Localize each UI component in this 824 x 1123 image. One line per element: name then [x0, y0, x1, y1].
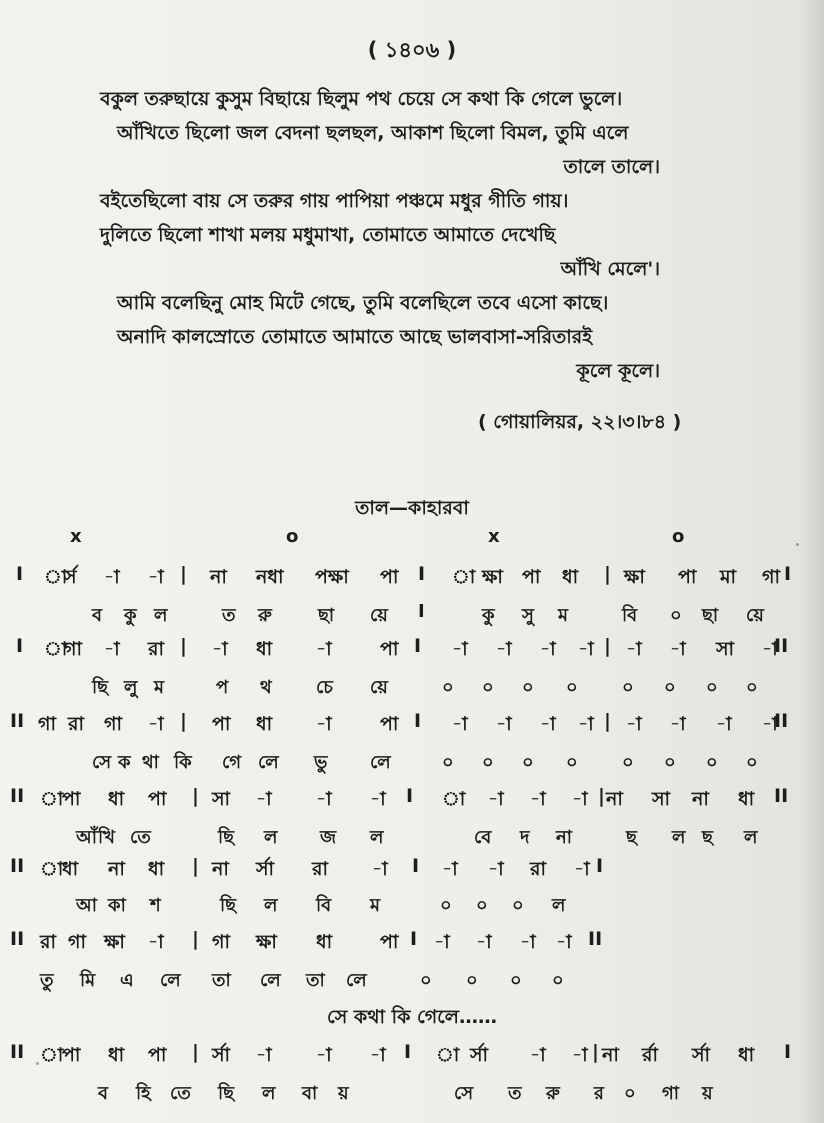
- lyric-syllable: বা: [302, 1083, 318, 1104]
- lyric-syllable: ল: [262, 1083, 276, 1104]
- lyric-syllable: ল: [552, 895, 566, 916]
- swara-note: ধা: [108, 788, 125, 810]
- bar-line: I: [784, 1041, 792, 1063]
- lyric-syllable: লে: [346, 970, 367, 991]
- lyric-syllable: ছি: [220, 895, 237, 916]
- bar-line: |: [192, 928, 199, 950]
- lyric-syllable: লে: [260, 970, 281, 991]
- swara-note: গা: [64, 638, 82, 660]
- bar-line: |: [604, 710, 611, 732]
- lyric-syllable: ০: [566, 752, 578, 773]
- lyric-syllable: ০: [482, 752, 494, 773]
- bar-line: I: [404, 1041, 412, 1063]
- bar-line: |: [604, 635, 611, 657]
- lyric-syllable: প: [216, 677, 229, 698]
- lyric-syllable: গা: [662, 1083, 680, 1104]
- lyric-syllable: ০: [552, 970, 564, 991]
- lyric-syllable: ০: [706, 677, 718, 698]
- lyric-syllable: বে: [474, 827, 492, 848]
- bar-line: II: [774, 635, 789, 657]
- swara-note: -া: [370, 788, 386, 810]
- swara-note: মা: [720, 566, 737, 588]
- swara-note: -া: [540, 713, 556, 735]
- swara-note: গা: [212, 931, 230, 953]
- poem-line: আঁখি মেলে'।: [560, 258, 660, 280]
- bar-line: I: [418, 563, 426, 585]
- lyric-syllable: ০: [420, 970, 432, 991]
- lyric-syllable: লু: [124, 677, 138, 698]
- swara-note: -া: [572, 1044, 588, 1066]
- swara-note: -া: [520, 931, 536, 953]
- lyric-syllable: য়: [702, 1083, 713, 1104]
- swara-note: রা: [148, 638, 164, 660]
- lyric-syllable: ০: [746, 752, 758, 773]
- lyric-syllable: ০: [440, 895, 452, 916]
- swara-note: পা: [380, 566, 399, 588]
- lyric-syllable: ০: [706, 752, 718, 773]
- lyric-syllable: কু: [124, 605, 137, 626]
- swara-note: না: [602, 1044, 619, 1066]
- swara-note: -া: [578, 713, 594, 735]
- poem-line: বকুল তরুছায়ে কুসুম বিছায়ে ছিলুম পথ চেয়ে সে কথা কি গেলে ভুলে।: [100, 88, 623, 110]
- lyric-syllable: সে: [454, 1083, 474, 1104]
- swara-note: -া: [104, 566, 120, 588]
- lyric-syllable: আ: [76, 895, 97, 916]
- bar-line: |: [592, 1041, 599, 1063]
- lyric-syllable: ব: [92, 605, 103, 626]
- swara-note: গা: [68, 931, 86, 953]
- swara-note: সা: [212, 788, 231, 810]
- bar-line: I: [16, 635, 24, 657]
- swara-note: না: [692, 788, 709, 810]
- swara-note: -া: [256, 788, 272, 810]
- lyric-syllable: ল: [264, 827, 278, 848]
- lyric-syllable: আঁ: [76, 827, 97, 848]
- lyric-syllable: ছি: [92, 677, 109, 698]
- swara-row: [0, 635, 824, 665]
- lyric-syllable: তু: [40, 970, 54, 991]
- poem-line: আঁখিতে ছিলো জল বেদনা ছলছল, আকাশ ছিলো বিমল, তুমি এলে: [117, 122, 629, 144]
- lyric-syllable: থা: [142, 752, 159, 773]
- section-label: সে কথা কি গেলে……: [327, 1006, 497, 1028]
- swara-note: গা: [104, 713, 122, 735]
- bar-line: |: [192, 855, 199, 877]
- lyric-syllable: ত: [222, 605, 236, 626]
- lyric-syllable: ম: [370, 895, 380, 916]
- bar-line: |: [192, 1041, 199, 1063]
- lyric-syllable: ছি: [218, 827, 235, 848]
- lyric-syllable: ০: [442, 752, 454, 773]
- lyric-syllable: গে: [222, 752, 242, 773]
- lyric-syllable: ০: [664, 752, 676, 773]
- swara-note: া: [44, 638, 68, 660]
- lyric-syllable: কি: [174, 752, 192, 773]
- swara-note: ধা: [738, 1044, 755, 1066]
- bar-line: II: [10, 855, 25, 877]
- swara-note: -া: [556, 931, 572, 953]
- lyric-syllable: য়ে: [746, 605, 764, 626]
- swara-note: -া: [488, 858, 504, 880]
- swara-note: া: [40, 788, 64, 810]
- swara-note: পা: [148, 788, 167, 810]
- swara-note: পক্ষা: [315, 566, 349, 588]
- swara-note: না: [210, 566, 227, 588]
- swara-note: রা: [312, 858, 328, 880]
- poem-line: কূলে কূলে।: [576, 360, 660, 382]
- lyric-syllable: খি: [98, 827, 115, 848]
- bar-line: II: [10, 1041, 25, 1063]
- swara-note: া: [452, 566, 476, 588]
- swara-note: না: [108, 858, 125, 880]
- lyric-row: [0, 673, 824, 703]
- swara-note: নধা: [256, 566, 284, 588]
- swara-note: া: [44, 566, 68, 588]
- lyric-syllable: ০: [746, 677, 758, 698]
- lyric-syllable: ০: [522, 677, 534, 698]
- lyric-syllable: র: [594, 1083, 604, 1104]
- swara-note: ক্ষা: [104, 931, 125, 953]
- bar-line: |: [598, 785, 605, 807]
- lyric-syllable: লে: [160, 970, 181, 991]
- swara-note: া: [40, 858, 64, 880]
- swara-note: গা: [762, 566, 780, 588]
- lyric-syllable: কু: [482, 605, 495, 626]
- swara-note: -া: [316, 788, 332, 810]
- lyric-syllable: ল: [744, 827, 758, 848]
- lyric-syllable: দ: [520, 827, 530, 848]
- swara-note: ধা: [62, 858, 79, 880]
- bar-line: I: [410, 928, 418, 950]
- lyric-syllable: ০: [522, 752, 534, 773]
- lyric-syllable: ছ: [702, 827, 713, 848]
- swara-note: ধা: [256, 713, 273, 735]
- swara-row: [0, 928, 824, 958]
- lyric-syllable: ০: [476, 895, 488, 916]
- lyric-syllable: য়ে: [370, 605, 388, 626]
- bar-line: |: [180, 563, 187, 585]
- swara-note: রা: [68, 713, 84, 735]
- swara-note: না: [606, 788, 623, 810]
- swara-note: -া: [442, 858, 458, 880]
- swara-note: -া: [372, 858, 388, 880]
- bar-line: I: [418, 601, 425, 622]
- lyric-syllable: ০: [566, 677, 578, 698]
- lyric-syllable: ক: [118, 752, 131, 773]
- swara-note: ক্ষা: [624, 566, 645, 588]
- swara-note: ধা: [316, 931, 333, 953]
- lyric-syllable: ০: [622, 752, 634, 773]
- lyric-syllable: ল: [154, 605, 168, 626]
- lyric-syllable: ব: [98, 1083, 109, 1104]
- lyric-syllable: ০: [512, 895, 524, 916]
- lyric-syllable: ত: [508, 1083, 522, 1104]
- swara-note: -া: [626, 638, 642, 660]
- swara-note: পা: [380, 638, 399, 660]
- swara-note: -া: [530, 1044, 546, 1066]
- swara-row: [0, 710, 824, 740]
- bar-line: I: [784, 563, 792, 585]
- scan-speck: [796, 543, 799, 546]
- swara-note: -া: [626, 713, 642, 735]
- swara-note: ধা: [562, 566, 579, 588]
- lyric-row: [0, 823, 824, 853]
- lyric-syllable: ম: [154, 677, 164, 698]
- swara-note: রা: [530, 858, 546, 880]
- swara-note: র্সা: [470, 1044, 489, 1066]
- swara-row: [0, 855, 824, 885]
- swara-note: -া: [370, 1044, 386, 1066]
- lyric-syllable: ০: [442, 677, 454, 698]
- swara-note: পা: [380, 713, 399, 735]
- swara-note: -া: [148, 931, 164, 953]
- swara-note: -া: [670, 638, 686, 660]
- swara-note: -া: [670, 713, 686, 735]
- tala-mark: o: [286, 526, 299, 547]
- swara-note: পা: [148, 1044, 167, 1066]
- swara-note: -া: [540, 638, 556, 660]
- lyric-syllable: রু: [546, 1083, 560, 1104]
- bar-line: II: [10, 710, 25, 732]
- swara-note: ধা: [256, 638, 273, 660]
- bar-line: I: [16, 563, 24, 585]
- lyric-syllable: জ: [320, 827, 337, 848]
- swara-note: ক্ষা: [256, 931, 277, 953]
- swara-note: -া: [574, 858, 590, 880]
- lyric-syllable: হি: [136, 1083, 151, 1104]
- bar-line: II: [10, 785, 25, 807]
- scan-speck: [36, 1062, 39, 1065]
- poem-line: তালে তালে।: [563, 156, 660, 178]
- swara-note: সা: [652, 788, 671, 810]
- lyric-syllable: ০: [482, 677, 494, 698]
- lyric-syllable: লে: [258, 752, 279, 773]
- swara-note: া: [436, 1044, 460, 1066]
- swara-note: ধা: [738, 788, 755, 810]
- lyric-syllable: থ: [260, 677, 272, 698]
- tala-mark: x: [70, 526, 82, 547]
- swara-note: া: [40, 1044, 64, 1066]
- swara-note: -া: [530, 788, 546, 810]
- swara-note: পা: [522, 566, 541, 588]
- tala-mark: x: [488, 526, 500, 547]
- lyric-syllable: ০: [624, 1083, 636, 1104]
- lyric-row: [0, 966, 824, 996]
- page-number: ( ১৪০৬ ): [367, 38, 457, 62]
- bar-line: |: [180, 710, 187, 732]
- swara-note: -া: [762, 638, 778, 660]
- swara-note: -া: [496, 638, 512, 660]
- lyric-syllable: এ: [120, 970, 134, 991]
- lyric-syllable: তে: [130, 827, 151, 848]
- swara-note: র্সা: [256, 858, 275, 880]
- swara-note: -া: [148, 566, 164, 588]
- lyric-row: [0, 601, 824, 631]
- swara-note: সা: [716, 638, 735, 660]
- lyric-syllable: ০: [510, 970, 522, 991]
- lyric-syllable: ল: [672, 827, 686, 848]
- tala-mark: o: [672, 526, 685, 547]
- bar-line: I: [596, 855, 604, 877]
- bar-line: I: [406, 785, 414, 807]
- lyric-row: [0, 891, 824, 921]
- swara-note: র্স: [64, 566, 77, 588]
- lyric-syllable: ভু: [314, 752, 328, 773]
- lyric-syllable: সু: [522, 605, 534, 626]
- lyric-syllable: ম: [558, 605, 568, 626]
- bar-line: II: [774, 785, 789, 807]
- swara-note: -া: [762, 713, 778, 735]
- poem-line: বইতেছিলো বায় সে তরুর গায় পাপিয়া পঞ্চমে মধুর গীতি গায়।: [100, 190, 569, 212]
- lyric-syllable: না: [556, 827, 572, 848]
- poem-source: ( গোয়ালিয়র, ২২।৩।৮৪ ): [478, 411, 682, 433]
- swara-note: -া: [716, 713, 732, 735]
- lyric-syllable: শ: [150, 895, 161, 916]
- swara-note: -া: [572, 788, 588, 810]
- bar-line: |: [180, 635, 187, 657]
- lyric-syllable: বি: [622, 605, 638, 626]
- bar-line: |: [192, 785, 199, 807]
- lyric-syllable: তে: [170, 1083, 191, 1104]
- swara-note: র্সা: [692, 1044, 711, 1066]
- lyric-syllable: চে: [316, 677, 334, 698]
- swara-note: পা: [62, 788, 81, 810]
- swara-row: [0, 563, 824, 593]
- swara-note: ধা: [148, 858, 165, 880]
- swara-note: -া: [488, 788, 504, 810]
- lyric-syllable: য়ে: [370, 677, 388, 698]
- lyric-syllable: ০: [670, 605, 682, 626]
- lyric-syllable: কা: [108, 895, 126, 916]
- lyric-syllable: রু: [258, 605, 272, 626]
- lyric-syllable: ছ: [626, 827, 637, 848]
- lyric-syllable: তা: [306, 970, 325, 991]
- swara-row: [0, 785, 824, 815]
- swara-note: -া: [452, 713, 468, 735]
- swara-note: -া: [256, 1044, 272, 1066]
- lyric-syllable: ল: [370, 827, 384, 848]
- swara-note: ক্ষা: [482, 566, 503, 588]
- bar-line: I: [412, 855, 420, 877]
- tala-title: তাল—কাহারবা: [355, 497, 469, 519]
- lyric-syllable: ছা: [318, 605, 335, 626]
- swara-note: -া: [496, 713, 512, 735]
- bar-line: II: [774, 710, 789, 732]
- swara-note: র্রা: [642, 1044, 658, 1066]
- swara-note: -া: [212, 638, 228, 660]
- lyric-row: [0, 1079, 824, 1109]
- swara-note: -া: [578, 638, 594, 660]
- poem-line: আমি বলেছিনু মোহ মিটে গেছে, তুমি বলেছিলে তবে এসো কাছে।: [117, 292, 609, 314]
- swara-note: -া: [316, 713, 332, 735]
- bar-line: I: [414, 635, 422, 657]
- swara-note: পা: [62, 1044, 81, 1066]
- swara-note: গা: [38, 713, 56, 735]
- lyric-syllable: য়: [338, 1083, 349, 1104]
- lyric-syllable: তা: [212, 970, 231, 991]
- swara-note: রা: [40, 931, 56, 953]
- bar-line: II: [10, 928, 25, 950]
- lyric-syllable: ছি: [218, 1083, 235, 1104]
- lyric-syllable: বি: [316, 895, 332, 916]
- bar-line: II: [588, 928, 603, 950]
- swara-note: -া: [316, 638, 332, 660]
- lyric-syllable: ০: [466, 970, 478, 991]
- swara-note: া: [442, 788, 466, 810]
- bar-line: |: [604, 563, 611, 585]
- swara-note: পা: [380, 931, 399, 953]
- swara-note: ধা: [108, 1044, 125, 1066]
- swara-note: না: [212, 858, 229, 880]
- swara-note: -া: [452, 638, 468, 660]
- swara-note: -া: [148, 713, 164, 735]
- lyric-syllable: ০: [664, 677, 676, 698]
- swara-note: -া: [476, 931, 492, 953]
- lyric-syllable: সে: [92, 752, 112, 773]
- poem-line: অনাদি কালস্রোতে তোমাতে আমাতে আছে ভালবাসা-সরিতারই: [117, 326, 593, 348]
- lyric-syllable: ০: [622, 677, 634, 698]
- swara-note: -া: [104, 638, 120, 660]
- swara-row: [0, 1041, 824, 1071]
- swara-note: -া: [316, 1044, 332, 1066]
- swara-note: পা: [678, 566, 697, 588]
- swara-note: র্সা: [212, 1044, 231, 1066]
- swara-note: পা: [212, 713, 231, 735]
- lyric-syllable: ছা: [702, 605, 719, 626]
- bar-line: I: [414, 710, 422, 732]
- swara-note: -া: [434, 931, 450, 953]
- poem-line: দুলিতে ছিলো শাখা মলয় মধুমাখা, তোমাতে আমাতে দেখেছি: [100, 224, 556, 246]
- lyric-syllable: ল: [264, 895, 278, 916]
- lyric-row: [0, 748, 824, 778]
- lyric-syllable: মি: [80, 970, 96, 991]
- lyric-syllable: লে: [370, 752, 391, 773]
